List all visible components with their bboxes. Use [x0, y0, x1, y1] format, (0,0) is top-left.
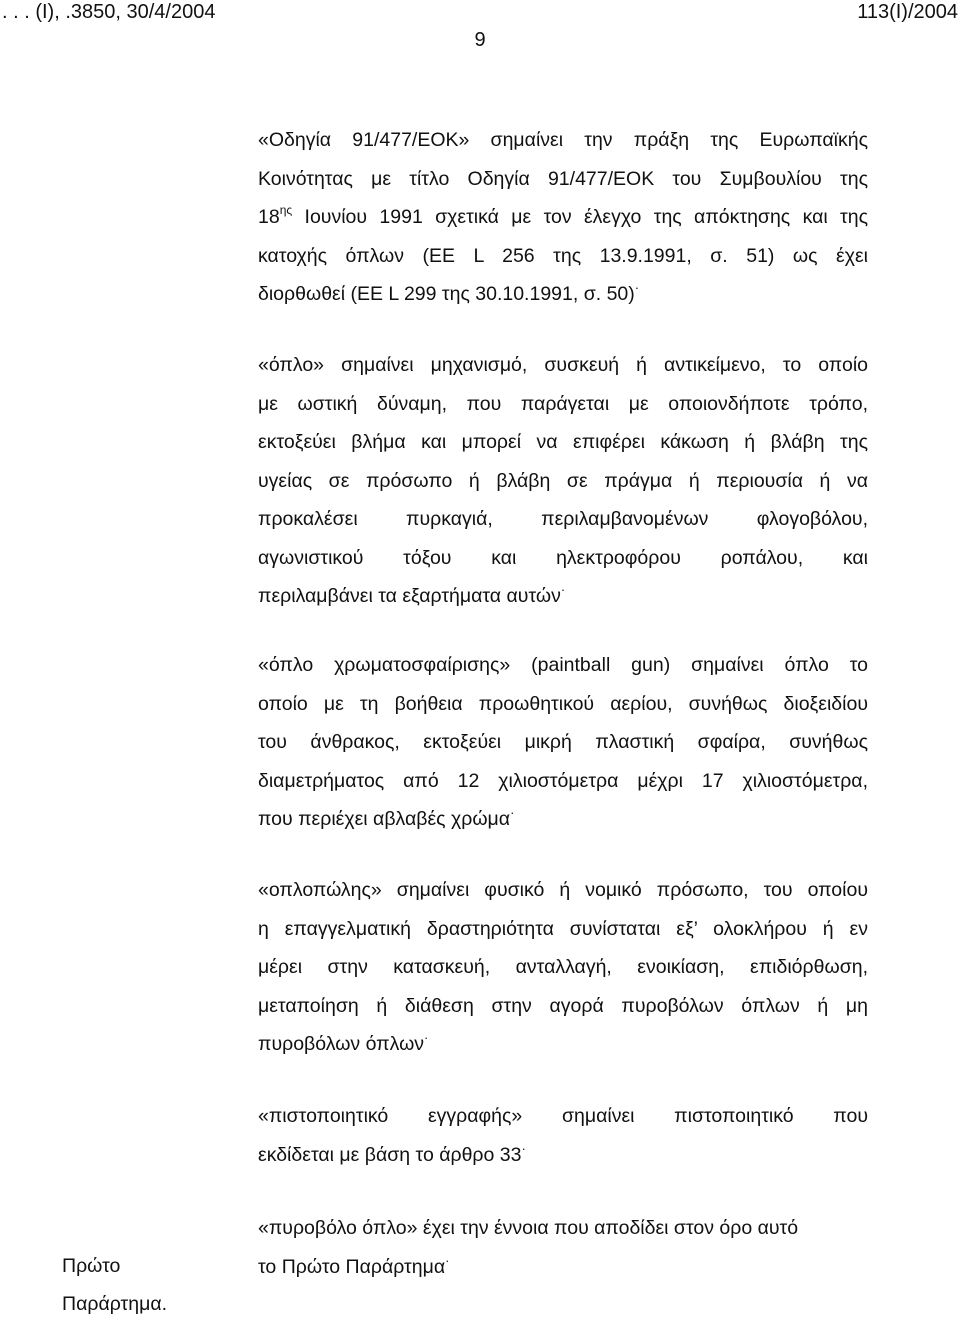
greek-semicolon: · — [521, 1140, 526, 1156]
definition-line: «πιστοποιητικό εγγραφής» σημαίνει πιστοποιητικό που — [258, 1105, 868, 1127]
margin-note-line-1: Πρώτο — [62, 1255, 121, 1277]
line-text: περιλαμβάνει τα εξαρτήματα αυτών — [258, 585, 561, 607]
definition-line: μεταποίηση ή διάθεση στην αγορά πυροβόλων όπλων ή μη — [258, 994, 868, 1017]
margin-note-line-2: Παράρτημα. — [62, 1293, 168, 1315]
definition-line: μέρει στην κατασκευή, ανταλλαγή, ενοικίαση, επιδιόρθωση, — [258, 956, 868, 978]
definition-line: «όπλο χρωματοσφαίρισης» (paintball gun) σημαίνει όπλο το — [258, 654, 868, 676]
definition-line: υγείας σε πρόσωπο ή βλάβη σε πράγμα ή περιουσία ή να — [258, 469, 868, 492]
definition-line: η επαγγελματική δραστηριότητα συνίσταται εξ’ ολοκλήρου ή εν — [258, 917, 868, 940]
greek-semicolon: · — [510, 805, 515, 820]
definition-line: «όπλο» σημαίνει μηχανισμό, συσκευή ή αντικείμενο, το οποίο — [258, 354, 868, 376]
definition-line — [258, 1136, 868, 1175]
line-text: πυροβόλων όπλων — [258, 1033, 425, 1055]
definition-registration-certificate — [258, 1097, 868, 1174]
definition-directive — [258, 121, 868, 314]
definition-firearm — [258, 1209, 868, 1286]
line-text: που περιέχει αβλαβές χρώμα — [258, 808, 511, 830]
definition-line: του άνθρακος, εκτοξεύει μικρή πλαστική σφαίρα, συνήθως — [258, 731, 868, 753]
definition-line: προκαλέσει πυρκαγιά, περιλαμβανομένων φλογοβόλου, — [258, 508, 868, 530]
definition-weapon — [258, 346, 868, 616]
date-day: 18 — [258, 206, 280, 228]
definition-line — [258, 800, 868, 839]
ordinal-superscript: ης — [279, 203, 293, 217]
definition-line: εκτοξεύει βλήμα και μπορεί να επιφέρει κάκωση ή βλάβη της — [258, 431, 868, 453]
definition-line: αγωνιστικού τόξου και ηλεκτροφόρου ροπάλου, και — [258, 546, 868, 569]
date-rest: Ιουνίου 1991 σχετικά με τον έλεγχο της απόκτησης και της — [292, 206, 868, 228]
definition-line — [258, 198, 868, 237]
greek-semicolon: · — [560, 582, 566, 597]
gazette-header-left: . . . (Ι), .3850, 30/4/2004 — [2, 1, 216, 23]
definition-line — [258, 1248, 868, 1287]
definition-line — [258, 1025, 868, 1064]
definition-line: «πυροβόλο όπλο» έχει την έννοια που αποδίδει στον όρο αυτό — [258, 1217, 799, 1239]
definition-line — [258, 275, 868, 314]
definition-line: «οπλοπώλης» σημαίνει φυσικό ή νομικό πρόσωπο, του οποίου — [258, 879, 868, 901]
definition-line: οποίο με τη βοήθεια προωθητικού αερίου, συνήθως διοξειδίου — [258, 692, 868, 715]
greek-semicolon: · — [424, 1030, 429, 1045]
page-number: 9 — [474, 29, 486, 51]
definition-line: με ωστική δύναμη, που παράγεται με οποιονδήποτε τρόπο, — [258, 392, 868, 415]
line-text: το Πρώτο Παράρτημα — [258, 1255, 446, 1278]
greek-semicolon: · — [445, 1252, 450, 1268]
line-text: διορθωθεί (ΕΕ L 299 της 30.10.1991, σ. 50) — [258, 283, 635, 305]
definition-line: Κοινότητας με τίτλο Οδηγία 91/477/ΕΟΚ του Συμβουλίου της — [258, 167, 868, 190]
definition-paintball-gun — [258, 646, 868, 839]
greek-semicolon: · — [634, 280, 640, 295]
law-number-header: 113(Ι)/2004 — [857, 1, 958, 23]
line-text: εκδίδεται με βάση το άρθρο 33 — [258, 1143, 522, 1166]
definition-line: κατοχής όπλων (ΕΕ L 256 της 13.9.1991, σ. 51) ως έχει — [258, 244, 868, 267]
definition-line: διαμετρήματος από 12 χιλιοστόμετρα μέχρι 17 χιλιοστόμετρα, — [258, 769, 868, 792]
definition-line — [258, 577, 868, 616]
definition-line: «Οδηγία 91/477/ΕΟΚ» σημαίνει την πράξη της Ευρωπαϊκής — [258, 129, 868, 151]
definition-arms-dealer — [258, 871, 868, 1064]
